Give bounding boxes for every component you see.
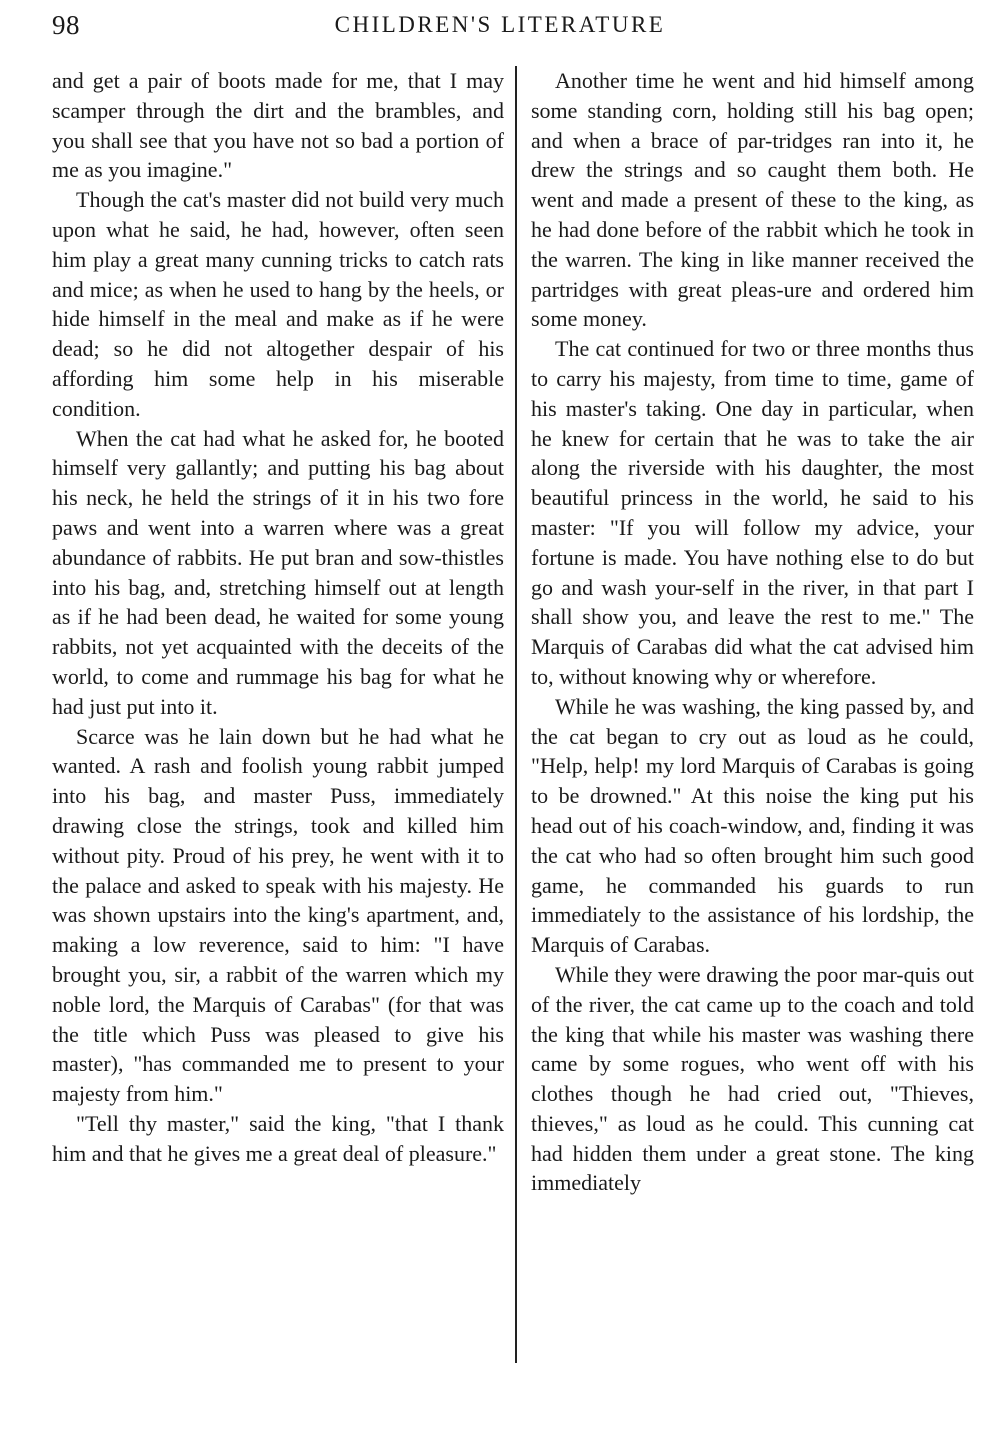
paragraph: Scarce was he lain down but he had what he wanted. A rash and foolish young rabbit jumped into his bag, and master Puss, immediately drawing close the strings, took and killed him without pity. Proud of his prey, he went with it to the palace and asked to speak with his majesty. He was shown upstairs into the king's apartment, and, making a low reverence, said to him: "I have brought you, sir, a rabbit of the warren which my noble lord, the Marquis of Carabas" (for that was the title which Puss was pleased to give his master), "has commanded me to present to your majesty from him." (52, 723, 504, 1107)
paragraph: While they were drawing the poor mar-quis out of the river, the cat came up to the coach and told the king that while his master was washing there came by some rogues, who went off with his clothes though he had cried out, "Thieves, thieves," as loud as he could. This cunning cat had hidden them under a great stone. The king immediately (531, 961, 974, 1196)
left-column (52, 66, 504, 1168)
paragraph: The cat continued for two or three months thus to carry his majesty, from time to time, game of his master's taking. One day in particular, when he knew for certain that he was to take the air along the riverside with his daughter, the most beautiful princess in the world, he said to his master: "If you will follow my advice, your fortune is made. You have nothing else to do but go and wash your-self in the river, in that part I shall show you, and leave the rest to me." The Marquis of Carabas did what the cat advised him to, without knowing why or wherefore. (531, 336, 974, 689)
paragraph: While he was washing, the king passed by, and the cat began to cry out as loud as he could, "Help, help! my lord Marquis of Carabas is going to be drowned." At this noise the king put his head out of his coach-window, and, finding it was the cat who had so often brought him such good game, he commanded his guards to run immediately to the assistance of his lordship, the Marquis of Carabas. (531, 693, 974, 958)
running-head: CHILDREN'S LITERATURE (334, 12, 666, 37)
right-column (531, 66, 974, 1198)
paragraph: "Tell thy master," said the king, "that I thank him and that he gives me a great deal of pleasure." (52, 1110, 504, 1166)
paragraph: Though the cat's master did not build very much upon what he said, he had, however, often seen him play a great many cunning tricks to catch rats and mice; as when he used to hang by the heels, or hide himself in the meal and make as if he were dead; so he did not altogether despair of his affording him some help in his miserable condition. (52, 187, 504, 421)
column-rule (515, 66, 517, 1363)
page-number: 98 (52, 10, 80, 40)
paragraph: Another time he went and hid himself among some standing corn, holding still his bag open; and when a brace of par-tridges ran into it, he drew the strings and so caught them both. He went and made a present of these to the king, as he had done before of the rabbit which he took in the warren. The king in like manner received the partridges with great pleas-ure and ordered him some money. (531, 68, 974, 332)
paragraph: When the cat had what he asked for, he booted himself very gallantly; and putting his bag about his neck, he held the strings of it in his two fore paws and went into a warren where was a great abundance of rabbits. He put bran and sow-thistles into his bag, and, stretching himself out at length as if he had been dead, he waited for some young rabbits, not yet acquainted with the deceits of the world, to come and rummage his bag for what he had just put into it. (52, 425, 504, 719)
paragraph: and get a pair of boots made for me, that I may scamper through the dirt and the brambles, and you shall see that you have not so bad a portion of me as you imagine." (52, 68, 504, 183)
